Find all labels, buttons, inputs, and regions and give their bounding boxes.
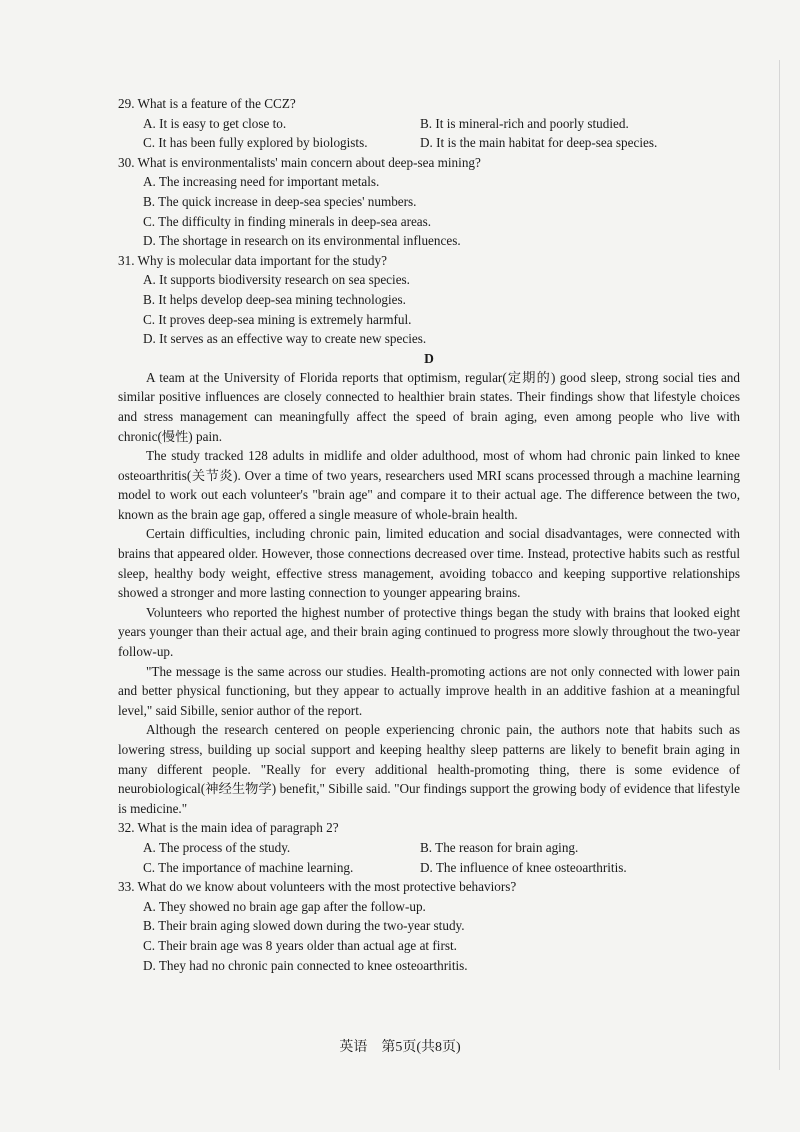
option-b: B. Their brain aging slowed down during the two-year study. [143, 918, 465, 934]
question-30 [118, 153, 740, 251]
option-c: C. Their brain age was 8 years older than actual age at first. [143, 937, 457, 953]
passage-d [118, 368, 740, 819]
page-content [118, 94, 740, 975]
option-row [118, 133, 740, 153]
option-c: C. The importance of machine learning. [143, 859, 354, 875]
option-a: A. It supports biodiversity research on sea species. [143, 272, 410, 288]
option-c: C. It has been fully explored by biologists. [143, 135, 368, 151]
page-edge-line [779, 60, 780, 1070]
option-d: D. It is the main habitat for deep-sea species. [420, 135, 658, 151]
question-stem: 31. Why is molecular data important for the study? [118, 252, 387, 268]
passage-paragraph-6: Although the research centered on people experiencing chronic pain, the authors note that habits such as lowering stress, building up social support and keeping healthy sleep patterns are likely to benefit brain aging in many different people. "Really for every additional health-promoting thing, there is some evidence of neurobiological(神经生物学) benefit," Sibille said. "Our findings support the growing body of evidence that lifestyle is medicine." [118, 722, 740, 816]
option-c: C. The difficulty in finding minerals in deep-sea areas. [143, 213, 432, 229]
question-stem: 30. What is environmentalists' main concern about deep-sea mining? [118, 154, 481, 170]
question-stem: 33. What do we know about volunteers with the most protective behaviors? [118, 879, 517, 895]
option-d: D. The influence of knee osteoarthritis. [420, 859, 627, 875]
option-b: B. It is mineral-rich and poorly studied. [420, 115, 629, 131]
option-d: D. They had no chronic pain connected to knee osteoarthritis. [143, 957, 468, 973]
section-heading: D [424, 350, 434, 366]
option-a: A. The process of the study. [143, 839, 291, 855]
option-a: A. They showed no brain age gap after the follow-up. [143, 898, 426, 914]
passage-paragraph-3: Certain difficulties, including chronic pain, limited education and social disadvantages, were connected with brains that appeared older. However, those connections decreased over time. Instead, protective habits such as restful sleep, healthy body weight, effective stress management, avoiding tobacco and keeping supportive relationships showed a stronger and more lasting connection to younger appearing brains. [118, 526, 740, 601]
passage-paragraph-5: "The message is the same across our studies. Health-promoting actions are not only connected with lower pain and better physical functioning, but they appear to actually improve health in an additive fashion at a meaningful level," said Sibille, senior author of the report. [118, 663, 740, 718]
question-33 [118, 877, 740, 975]
page-footer: 英语 第5页(共8页) [339, 1040, 461, 1055]
option-a: A. The increasing need for important metals. [143, 174, 380, 190]
option-a: A. It is easy to get close to. [143, 115, 287, 131]
option-row [118, 114, 740, 134]
option-b: B. The quick increase in deep-sea species' numbers. [143, 193, 417, 209]
question-stem: 29. What is a feature of the CCZ? [118, 96, 296, 111]
question-29 [118, 94, 740, 153]
question-stem: 32. What is the main idea of paragraph 2? [118, 820, 339, 836]
passage-paragraph-2: The study tracked 128 adults in midlife and older adulthood, most of whom had chronic pain linked to knee osteoarthritis(关节炎). Over a time of two years, researchers used MRI scans processed through a machine learning model to work out each volunteer's "brain age" and compare it to their actual age. The difference between the two, known as the brain age gap, offered a single measure of whole-brain health. [118, 448, 740, 522]
option-c: C. It proves deep-sea mining is extremely harmful. [143, 311, 412, 327]
option-b: B. It helps develop deep-sea mining technologies. [143, 291, 406, 307]
question-31 [118, 251, 740, 349]
option-b: B. The reason for brain aging. [420, 839, 579, 855]
option-row [118, 858, 740, 878]
passage-paragraph-4: Volunteers who reported the highest number of protective things began the study with brains that looked eight years younger than their actual age, and their brain aging continued to progress more slowly throughout the two-year follow-up. [118, 604, 740, 660]
option-d: D. The shortage in research on its environmental influences. [143, 233, 461, 249]
passage-paragraph-1: A team at the University of Florida reports that optimism, regular(定期的) good sleep, strong social ties and similar positive influences are closely connected to healthier brain states. Their findings show that lifestyle choices and stress management can meaningfully affect the speed of brain aging, even among people who live with chronic(慢性) pain. [118, 369, 740, 444]
option-row [118, 838, 740, 858]
option-d: D. It serves as an effective way to create new species. [143, 331, 427, 347]
question-32 [118, 818, 740, 877]
